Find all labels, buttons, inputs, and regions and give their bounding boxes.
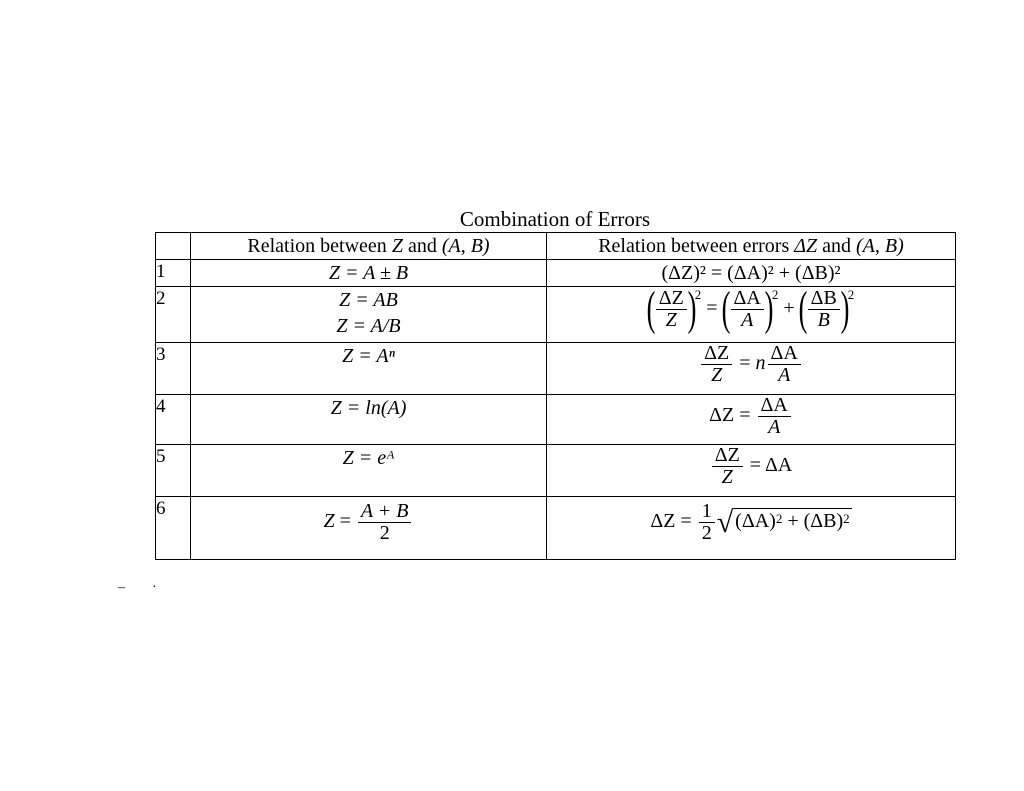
row-number: 6 <box>156 497 191 560</box>
root-radicand: $(\Delta A)^2 + (\Delta B)^2$ <box>735 510 850 533</box>
row-number: 4 <box>156 395 191 445</box>
table-row <box>156 260 956 287</box>
error-formula: ( $\frac{\Delta Z}{Z}$ )$^2$ = ( $\frac{\Delta A}{A}$ )$^2$ + ( $\frac{\Delta B}{B}$ )$^2$ <box>646 282 855 335</box>
relation-cell <box>191 287 547 343</box>
error-formula-cell: $\frac{\Delta Z}{Z}$ = n $\frac{\Delta A}{A}$ <box>547 343 956 395</box>
error-formula-cell <box>547 282 956 343</box>
table-row <box>156 395 956 445</box>
error-formula-cell: (ΔZ)² = (ΔA)² + (ΔB)² <box>547 260 956 287</box>
relation-cell: Z = A ± B <box>191 260 547 287</box>
errors-table <box>155 232 956 560</box>
table-title: Combination of Errors <box>459 207 651 231</box>
relation-cell: Z = eᴬ <box>191 445 547 497</box>
error-formula-cell: ΔZ = $\frac{\Delta A}{A}$ <box>547 395 956 445</box>
table-row <box>156 287 956 343</box>
error-formula-cell: $\frac{\Delta Z}{Z}$ = ΔA <box>547 445 956 497</box>
relation-cell: Z = Aⁿ <box>191 343 547 395</box>
relation-line: Z = AB <box>339 289 398 311</box>
relation-line: Z = A/B <box>336 315 401 337</box>
header-errors: Relation between errors ΔZ and (A, B) <box>547 233 956 260</box>
row-number: 2 <box>156 287 191 343</box>
row-number: 5 <box>156 445 191 497</box>
row-number: 1 <box>156 260 191 287</box>
header-index <box>156 233 191 260</box>
error-formula-cell: ΔZ = $\frac{1}{2}$ √ $(\Delta A)^2 + (\Delta B)^2$ <box>547 497 956 560</box>
stray-dash: – <box>118 580 125 595</box>
stray-dot: · <box>152 580 157 595</box>
table-row <box>156 445 956 497</box>
row-number: 3 <box>156 343 191 395</box>
relation-cell: Z = ln(A) <box>191 395 547 445</box>
relation-cell: Z = $\frac{A + B}{2}$ <box>191 497 547 560</box>
header-relation: Relation between Z and (A, B) <box>191 233 547 260</box>
table-row <box>156 343 956 395</box>
header-row <box>156 233 956 260</box>
table-row <box>156 497 956 560</box>
